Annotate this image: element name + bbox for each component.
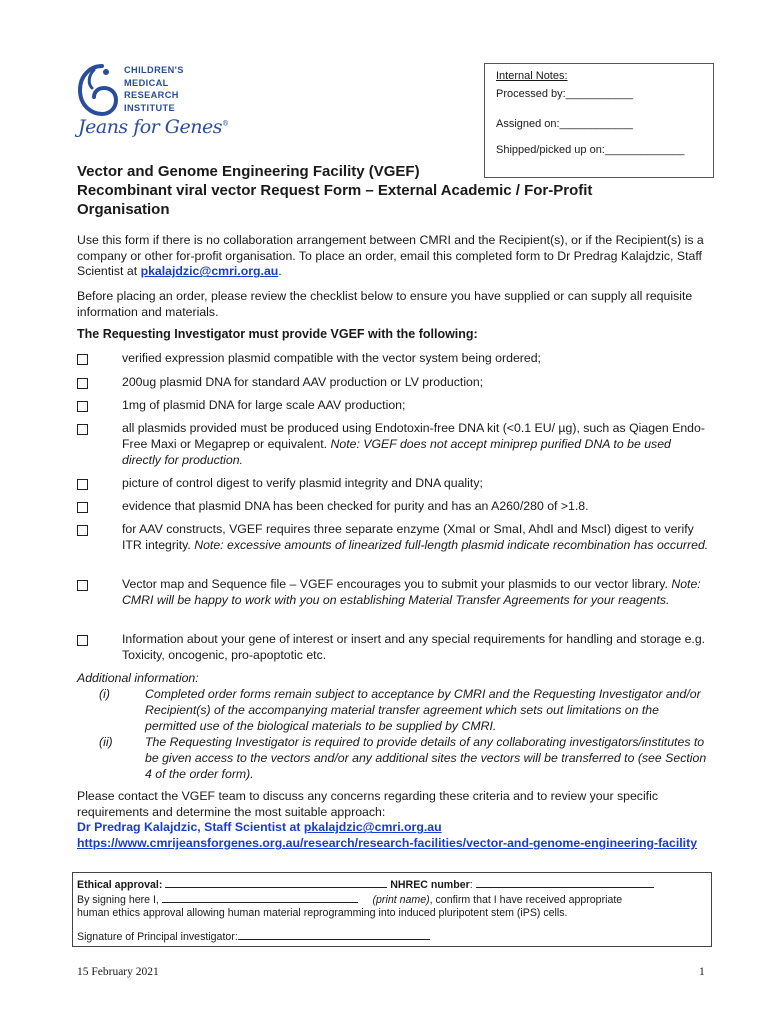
- checkbox[interactable]: [77, 635, 88, 646]
- signature-row: [77, 929, 711, 944]
- intro-paragraph: [77, 233, 712, 280]
- additional-item: [77, 686, 712, 734]
- shipped-field[interactable]: Shipped/picked up on:_____________: [496, 144, 685, 156]
- title-line-1: Vector and Genome Engineering Facility (VGEF): [77, 163, 420, 180]
- assigned-on-field[interactable]: Assigned on:____________: [496, 118, 634, 130]
- logo-line-4: INSTITUTE: [124, 102, 176, 113]
- checklist-note: Note: VGEF does not accept miniprep purified DNA to be used directly for production.: [122, 437, 671, 468]
- checklist-note: Note: excessive amounts of linearized full-length plasmid indicate recombination has occurred.: [194, 538, 709, 553]
- checklist-text: 1mg of plasmid DNA for large scale AAV production;: [122, 398, 406, 412]
- nhrec-number-label: NHREC number: [387, 879, 470, 891]
- logo-tagline-text: Jeans for Genes: [78, 116, 222, 138]
- intro-text-end: .: [278, 264, 282, 279]
- processed-by-field[interactable]: Processed by:___________: [496, 88, 633, 100]
- logo-line-2: MEDICAL: [124, 77, 169, 88]
- logo-line-1: CHILDREN'S: [124, 65, 184, 75]
- contact-name: Dr Predrag Kalajdzic, Staff Scientist at: [77, 820, 304, 835]
- additional-item-text: The Requesting Investigator is required to provide details of any collaborating investigators/institutes to be given access to the vectors and/or any additional sites the vectors will be transferred to (see Section 4 of the order form).: [145, 735, 707, 781]
- checklist-text: Information about your gene of interest or insert and any special requirements for handling and storage e.g. Toxicity, oncogenic, pro-apoptotic etc.: [122, 632, 706, 663]
- checklist-main-text: for AAV constructs, VGEF requires three separate enzyme (XmaI or SmaI, AhdI and MscI) digest to verify ITR integrity.: [122, 522, 694, 553]
- logo-institute-name: [124, 64, 184, 114]
- checkbox[interactable]: [77, 424, 88, 435]
- checklist-note: Note: CMRI will be happy to work with you on establishing Material Transfer Agreements for your reagents.: [122, 577, 701, 608]
- title-line-3: Organisation: [77, 201, 170, 218]
- contact-text: Please contact the VGEF team to discuss any concerns regarding these criteria and to review your specific requirements and determine the most suitable approach:: [77, 789, 658, 819]
- checkbox[interactable]: [77, 354, 88, 365]
- checklist-text: evidence that plasmid DNA has been checked for purity and has an A260/280 of >1.8.: [122, 499, 589, 513]
- checklist-text: verified expression plasmid compatible with the vector system being ordered;: [122, 351, 541, 365]
- additional-item-number: (i): [99, 687, 110, 701]
- contact-section: [77, 789, 712, 852]
- internal-notes-heading-text: Internal Notes:: [496, 70, 568, 82]
- ethics-approval-row: [77, 877, 711, 892]
- additional-item-number: (ii): [99, 735, 113, 749]
- intro-email-link[interactable]: pkalajdzic@cmri.org.au: [140, 264, 279, 279]
- facility-url-link[interactable]: https://www.cmrijeansforgenes.org.au/research/research-facilities/vector-and-genome-engineering-facility: [77, 836, 698, 851]
- checklist-text: [122, 420, 712, 469]
- checkbox[interactable]: [77, 479, 88, 490]
- signature-input[interactable]: [238, 929, 430, 940]
- print-name-hint: (print name): [372, 894, 430, 907]
- additional-item-text: Completed order forms remain subject to acceptance by CMRI and the Requesting Investigator and/or Recipient(s) of the accompanying material transfer agreement which sets out limitations on the permitted use of the biological materials to be supplied by CMRI.: [145, 687, 701, 733]
- signing-suffix: , confirm that I have received appropriate: [429, 894, 623, 907]
- intro-text: Use this form if there is no collaboration arrangement between CMRI and the Recipient(s), or if the Recipient(s) is a company or other for-profit organisation. To place an order, email this completed form to Dr Predrag Kalajdzic, Staff Scientist at: [77, 233, 704, 279]
- nhrec-colon: :: [469, 879, 476, 891]
- checkbox[interactable]: [77, 378, 88, 389]
- page-title: [77, 162, 697, 219]
- cmri-logo-icon: [76, 62, 120, 118]
- signing-row: [77, 892, 711, 907]
- signature-label: Signature of Principal investigator:: [77, 930, 238, 943]
- print-name-input[interactable]: [162, 892, 358, 903]
- signing-prefix: By signing here I,: [77, 894, 162, 907]
- checklist-text: 200ug plasmid DNA for standard AAV production or LV production;: [122, 375, 484, 389]
- facility-url-line: [77, 836, 712, 852]
- internal-notes-heading: [496, 70, 713, 88]
- ethical-approval-input[interactable]: [165, 877, 387, 888]
- contact-email-link[interactable]: pkalajdzic@cmri.org.au: [303, 820, 442, 835]
- logo-line-3: RESEARCH: [124, 90, 179, 101]
- checklist-main-text: all plasmids provided must be produced using Endotoxin-free DNA kit (<0.1 EU/ µg), such as Qiagen Endo-Free Maxi or Megaprep or equivalent.: [122, 421, 705, 452]
- checklist-text: picture of control digest to verify plasmid integrity and DNA quality;: [122, 476, 483, 490]
- checklist-heading: The Requesting Investigator must provide VGEF with the following:: [77, 327, 478, 341]
- ethical-approval-label: Ethical approval:: [77, 879, 166, 891]
- additional-info: [77, 670, 712, 782]
- ethics-approval-box: [72, 872, 712, 947]
- checkbox[interactable]: [77, 525, 88, 536]
- page-number: 1: [699, 966, 705, 978]
- review-paragraph: Before placing an order, please review the checklist below to ensure you have supplied or can supply all requisite information and materials.: [77, 289, 693, 319]
- footer-date: 15 February 2021: [77, 966, 159, 978]
- logo-trademark: ®: [221, 119, 229, 128]
- logo-tagline: [78, 116, 228, 138]
- internal-notes-box: [484, 63, 714, 178]
- checkbox[interactable]: [77, 502, 88, 513]
- checklist-text: [122, 521, 712, 553]
- checklist-main-text: Vector map and Sequence file – VGEF encourages you to submit your plasmids to our vector library.: [122, 577, 672, 591]
- nhrec-number-input[interactable]: [476, 877, 654, 888]
- ethics-statement: human ethics approval allowing human material reprogramming into induced pluripotent stem (iPS) cells.: [77, 907, 568, 920]
- title-line-2: Recombinant viral vector Request Form – External Academic / For-Profit: [77, 182, 593, 199]
- additional-heading: Additional information:: [77, 671, 199, 685]
- checkbox[interactable]: [77, 401, 88, 412]
- checklist-text: [122, 576, 712, 608]
- additional-item: [77, 734, 712, 782]
- contact-name-line: [77, 820, 712, 836]
- checkbox[interactable]: [77, 580, 88, 591]
